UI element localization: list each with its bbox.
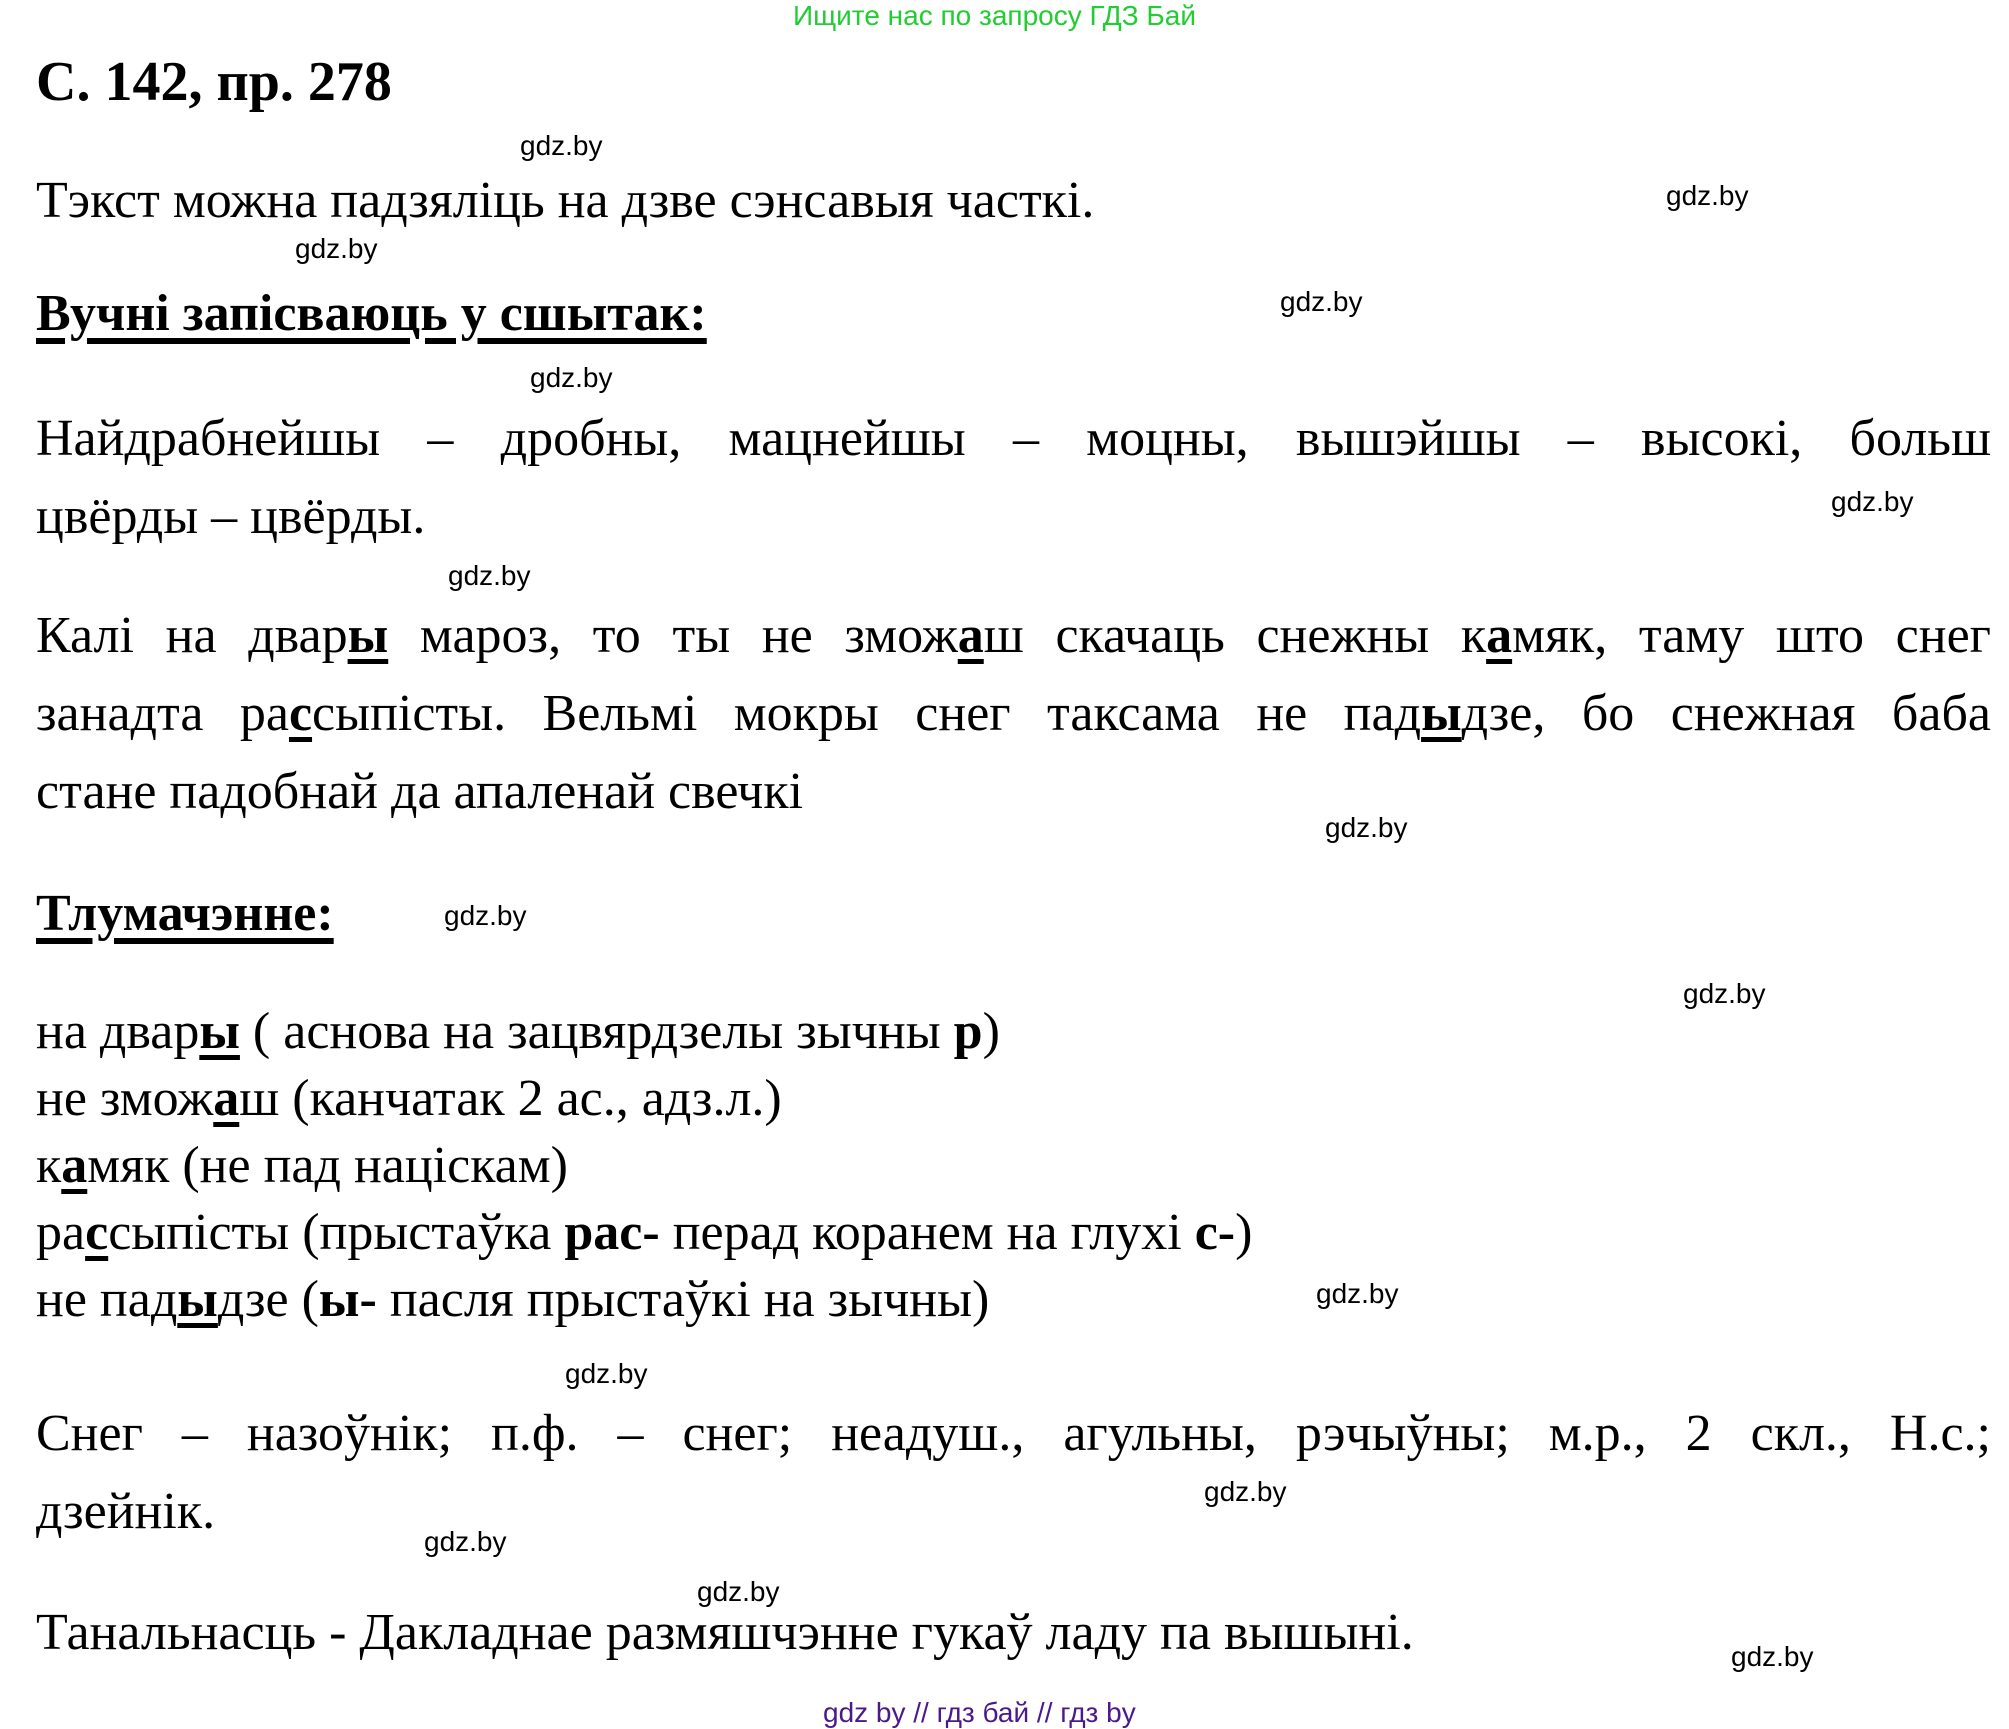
text-span: ш (канчатак 2 ас., адз.л.) <box>239 1070 782 1127</box>
comparatives-line-2: цвёрды – цвёрды. <box>36 488 426 545</box>
intro-text: Тэкст можна падзяліць на дзве сэнсавыя часткі. <box>36 172 1095 229</box>
text-span: ) <box>982 1003 1000 1060</box>
main-paragraph <box>36 597 1991 831</box>
comparatives-paragraph <box>36 400 1991 556</box>
watermark: gdz.by <box>1683 978 1766 1009</box>
marked-letter: с <box>85 1204 109 1261</box>
marked-letter: а <box>1486 607 1513 664</box>
text-span: перад коранем на глухі <box>659 1204 1195 1261</box>
bold-prefix: рас- <box>564 1204 660 1261</box>
watermark: gdz.by <box>1204 1476 1287 1507</box>
marked-letter: ы <box>347 607 389 664</box>
text-span: не змож <box>36 1070 214 1127</box>
watermark: gdz.by <box>448 560 531 591</box>
watermark: gdz.by <box>1280 286 1363 317</box>
bold-letter: р <box>953 1003 983 1060</box>
watermark: gdz.by <box>1316 1278 1399 1309</box>
text-span: мяк, таму што снег <box>1512 607 1991 664</box>
section-heading-explanation: Тлумачэнне: <box>36 885 334 942</box>
marked-letter: ы <box>199 1003 240 1060</box>
watermark: gdz.by <box>520 130 603 161</box>
text-span: ( аснова на зацвярдзелы зычны <box>239 1003 954 1060</box>
watermark: gdz.by <box>1831 486 1914 517</box>
watermark: gdz.by <box>565 1358 648 1389</box>
section-heading-notebook: Вучні запісваюць у сшытак: <box>36 285 707 342</box>
text-span: Калі на двар <box>36 607 348 664</box>
explanation-item <box>36 1132 1252 1199</box>
text-span: ) <box>1235 1204 1253 1261</box>
text-span: дзе ( <box>217 1271 319 1328</box>
explanation-item <box>36 1065 1252 1132</box>
watermark: gdz.by <box>424 1526 507 1557</box>
marked-letter: а <box>957 607 984 664</box>
text-span: на двар <box>36 1003 200 1060</box>
analysis-line-2: дзейнік. <box>36 1483 216 1540</box>
watermark: gdz.by <box>1666 180 1749 211</box>
watermark: gdz.by <box>444 900 527 931</box>
bold-letter: с- <box>1194 1204 1236 1261</box>
bold-letter: ы- <box>318 1271 377 1328</box>
paragraph-line-3: стане падобнай да апаленай свечкі <box>36 763 804 820</box>
comparatives-line-1: Найдрабнейшы – дробны, мацнейшы – моцны, вышэйшы – высокі, больш <box>36 410 1991 467</box>
page-title: С. 142, пр. 278 <box>36 51 392 113</box>
text-span: не пад <box>36 1271 178 1328</box>
marked-letter: ы <box>1421 685 1462 742</box>
text-span: сыпісты (прыстаўка <box>108 1204 565 1261</box>
footer-watermark: gdz by // гдз бай // гдз by <box>823 1697 1136 1728</box>
explanation-item <box>36 998 1252 1065</box>
analysis-line-1: Снег – назоўнік; п.ф. – снег; неадуш., агульны, рэчыўны; м.р., 2 скл., Н.с.; <box>36 1405 1991 1462</box>
text-span: ра <box>36 1204 86 1261</box>
explanation-list <box>36 998 1252 1333</box>
text-span: дзе, бо снежная баба <box>1461 685 1991 742</box>
text-span: мароз, то ты не змож <box>388 607 958 664</box>
marked-letter: с <box>288 685 313 742</box>
text-span: пасля прыстаўкі на зычны) <box>376 1271 990 1328</box>
watermark: gdz.by <box>1731 1641 1814 1672</box>
marked-letter: ы <box>177 1271 218 1328</box>
watermark: gdz.by <box>697 1576 780 1607</box>
text-span: мяк (не пад націскам) <box>87 1137 568 1194</box>
marked-letter: а <box>61 1137 88 1194</box>
definition-text: Танальнасць - Дакладнае размяшчэнне гукаў ладу па вышыні. <box>36 1604 1414 1661</box>
text-span: к <box>36 1137 62 1194</box>
paragraph-line-1 <box>36 597 1991 675</box>
explanation-item <box>36 1199 1252 1266</box>
watermark: gdz.by <box>530 362 613 393</box>
marked-letter: а <box>213 1070 240 1127</box>
promo-banner: Ищите нас по запросу ГДЗ Бай <box>793 0 1197 31</box>
text-span: сыпісты. Вельмі мокры снег таксама не пад <box>312 685 1422 742</box>
morphological-analysis <box>36 1395 1991 1551</box>
explanation-item <box>36 1266 1252 1333</box>
watermark: gdz.by <box>295 233 378 264</box>
text-span: занадта ра <box>36 685 289 742</box>
text-span: ш скачаць снежны к <box>983 607 1487 664</box>
watermark: gdz.by <box>1325 812 1408 843</box>
paragraph-line-2 <box>36 675 1991 753</box>
